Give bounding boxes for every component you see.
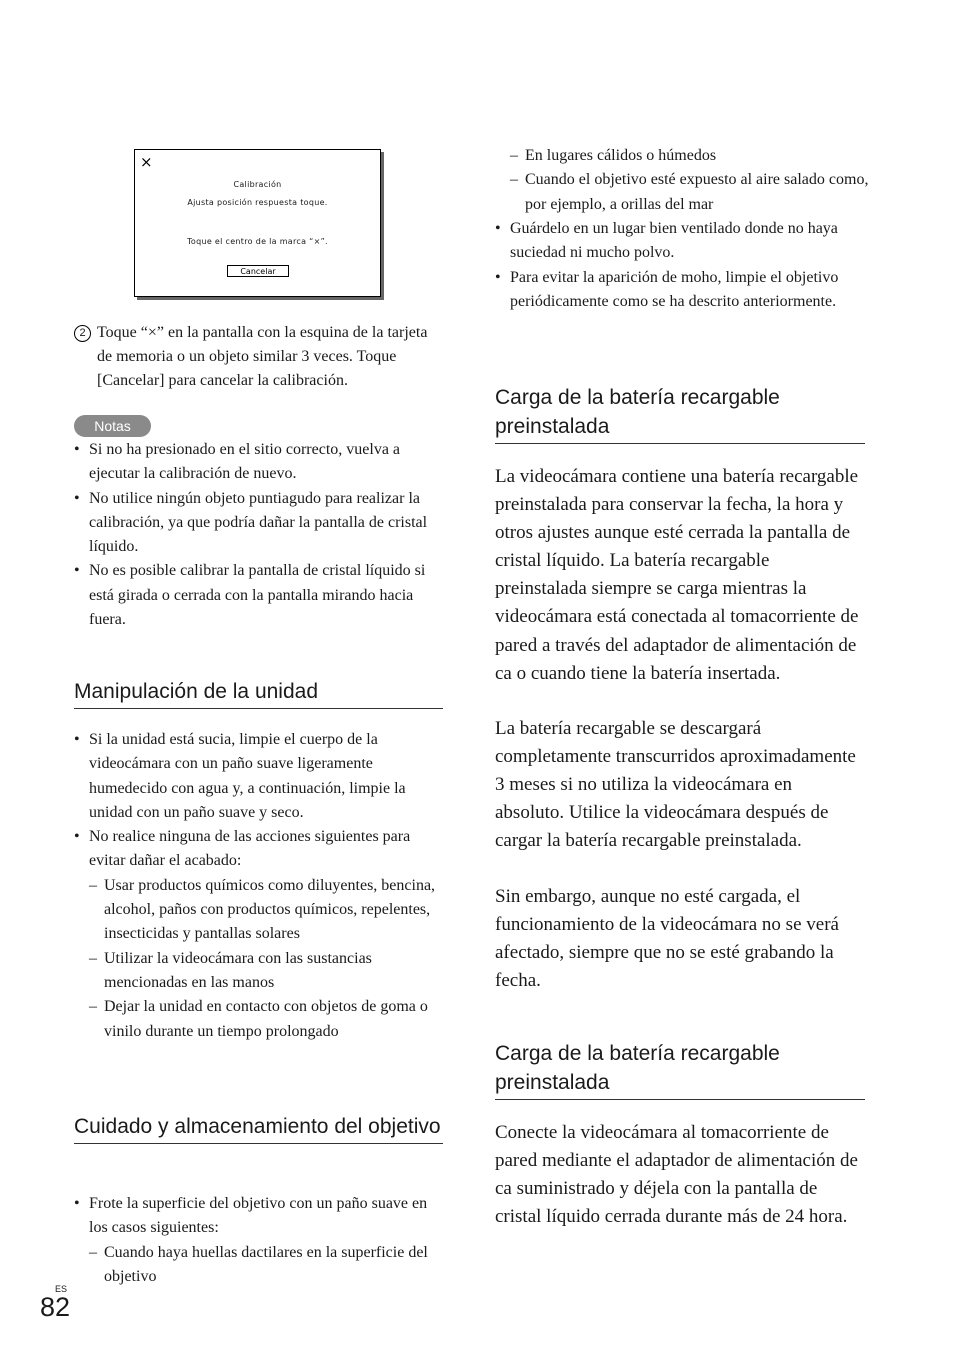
- sub-list-item: – Cuando haya huellas dactilares en la superficie del objetivo: [89, 1241, 443, 1290]
- list-item: • No es posible calibrar la pantalla de cristal líquido si está girada o cerrada con la pantalla mirando hacia fuera.: [74, 559, 443, 632]
- sub-list-item: – Cuando el objetivo esté expuesto al aire salado como, por ejemplo, a orillas del mar: [510, 168, 870, 217]
- lens-list-continued: [495, 217, 865, 314]
- battery2-paragraph: Conecte la videocámara al tomacorriente de pared mediante el adaptador de alimentación de ca suministrado y déjela con la pantalla de cristal líquido cerrada durante más de 24 hora.: [495, 1122, 858, 1228]
- dialog-subtitle: Ajusta posición respuesta toque.: [187, 198, 328, 207]
- sub-list-item: – Dejar la unidad en contacto con objetos de goma o vinilo durante un tiempo prolongado: [89, 995, 443, 1044]
- sub-list-item: – En lugares cálidos o húmedos: [510, 144, 870, 168]
- section-heading-battery: Carga de la batería recargable preinstalada: [495, 383, 865, 444]
- list-item: [74, 1192, 443, 1289]
- section-heading-lens: Cuidado y almacenamiento del objetivo: [74, 1112, 443, 1144]
- sub-list-item: – Utilizar la videocámara con las sustancias mencionadas en las manos: [89, 947, 443, 996]
- lens-sub-list-continued: [510, 144, 870, 217]
- notes-badge: Notas: [74, 415, 151, 437]
- list-item: • Si la unidad está sucia, limpie el cuerpo de la videocámara con un paño suave ligeramente humedecido con agua y, a continuación, limpie la unidad con un paño suave y seco.: [74, 728, 443, 825]
- section-heading-handling: Manipulación de la unidad: [74, 677, 443, 709]
- sub-list-item: – Usar productos químicos como diluyentes, bencina, alcohol, paños con productos químicos, repelentes, insecticidas y pantallas solares: [89, 874, 443, 947]
- battery-paragraph-3: Sin embargo, aunque no esté cargada, el funcionamiento de la videocámara no se verá afectado, siempre que no se esté grabando la fecha.: [495, 886, 839, 992]
- section-heading-battery-2: Carga de la batería recargable preinstalada: [495, 1039, 865, 1100]
- notes-list: [74, 438, 443, 632]
- dialog-title: Calibración: [233, 180, 282, 189]
- step-2-text: Toque “×” en la pantalla con la esquina de la tarjeta de memoria o un objeto similar 3 veces. Toque [Cancelar] para cancelar la calibración.: [97, 324, 428, 389]
- list-item: • No utilice ningún objeto puntiagudo para realizar la calibración, ya que podría dañar la pantalla de cristal líquido.: [74, 487, 443, 560]
- step-2: [74, 321, 443, 393]
- list-item: • Si no ha presionado en el sitio correcto, vuelva a ejecutar la calibración de nuevo.: [74, 438, 443, 487]
- sub-list: [89, 874, 443, 1044]
- list-item: • Para evitar la aparición de moho, limpie el objetivo periódicamente como se ha descrito anteriormente.: [495, 266, 865, 315]
- calibration-dialog: [134, 149, 381, 297]
- sub-list: [89, 1241, 443, 1290]
- battery-paragraph-2: La batería recargable se descargará completamente transcurridos aproximadamente 3 meses si no utiliza la videocámara en absoluto. Utilice la videocámara después de cargar la batería recargable preinstalada.: [495, 718, 856, 852]
- cancel-button[interactable]: Cancelar: [227, 265, 289, 277]
- list-item: • Guárdelo en un lugar bien ventilado donde no haya suciedad ni mucho polvo.: [495, 217, 865, 266]
- battery-paragraph-1: La videocámara contiene una batería recargable preinstalada para conservar la fecha, la hora y otros ajustes aunque esté cerrada la pantalla de cristal líquido. La batería recargable preinstalada siempre se carga mientras la videocámara está conectada al tomacorriente de pared a través del adaptador de alimentación de ca o cuando tiene la batería insertada.: [495, 466, 859, 684]
- list-item-text: Frote la superficie del objetivo con un paño suave en los casos siguientes:: [89, 1195, 428, 1237]
- language-code: ES: [55, 1284, 68, 1294]
- lens-list: [74, 1192, 443, 1289]
- close-icon[interactable]: ×: [140, 153, 153, 171]
- list-item-text: No realice ninguna de las acciones siguientes para evitar dañar el acabado:: [89, 828, 411, 870]
- dialog-hint: Toque el centro de la marca “×”.: [187, 237, 328, 246]
- step-number-badge: 2: [74, 325, 91, 342]
- handling-list: [74, 728, 443, 1044]
- list-item: [74, 825, 443, 1044]
- page-number: 82: [40, 1292, 71, 1322]
